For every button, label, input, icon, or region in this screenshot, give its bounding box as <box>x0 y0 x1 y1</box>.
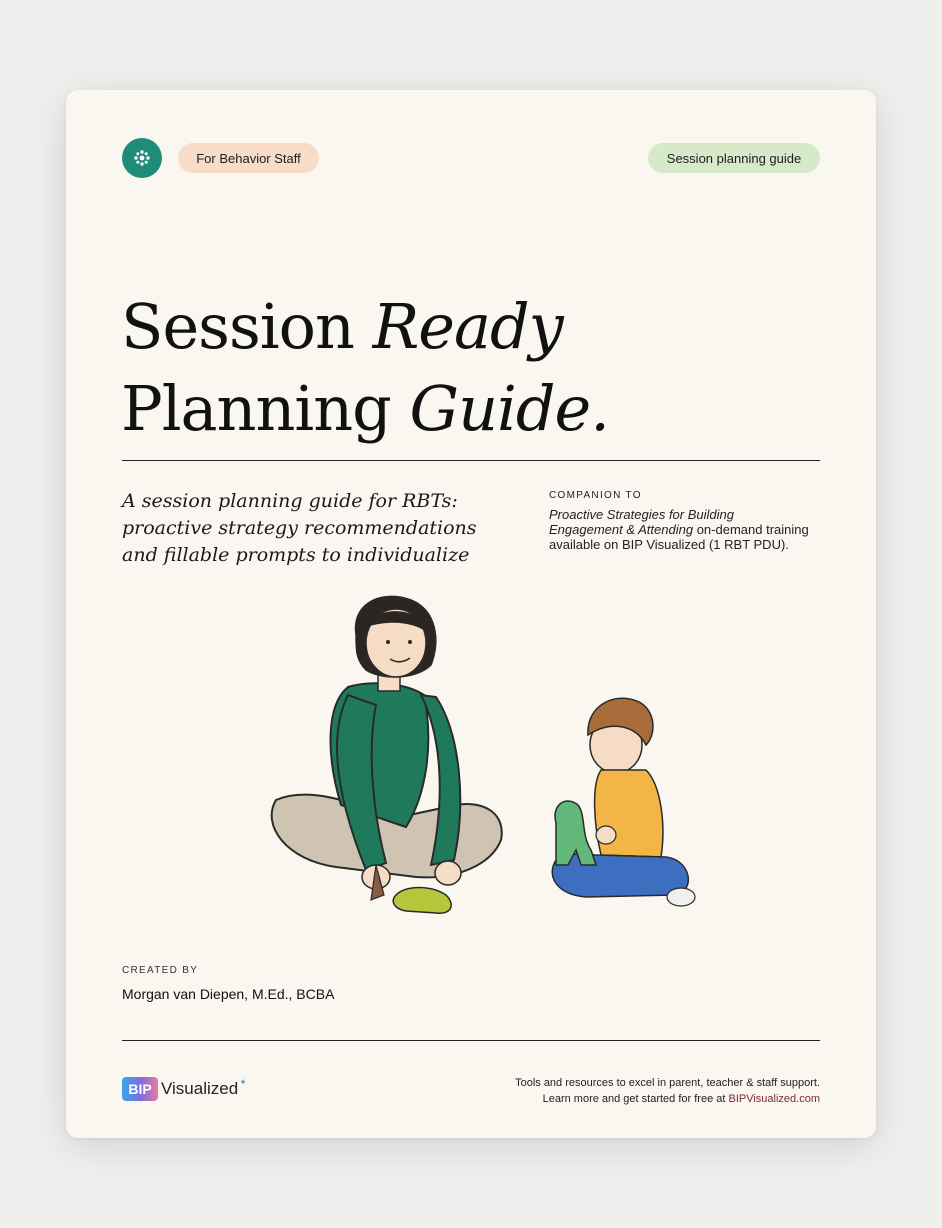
cover-page <box>66 90 876 1138</box>
divider-bottom <box>122 1040 820 1041</box>
document-type-tag-label: Session planning guide <box>666 150 802 166</box>
divider-top <box>122 460 820 461</box>
companion-label: COMPANION TO <box>549 490 642 501</box>
author-name: Morgan van Diepen, M.Ed., BCBA <box>122 986 335 1002</box>
subtitle: A session planning guide for RBTs: proactive strategy recommendations and fillable prompts to individualize <box>122 490 477 566</box>
audience-tag-label: For Behavior Staff <box>196 150 301 166</box>
companion-course-title: Proactive Strategies for Building Engagement & Attending <box>549 507 734 537</box>
brand-badge: BIP <box>122 1077 158 1101</box>
website-link[interactable]: BIPVisualized.com <box>728 1093 820 1105</box>
title-word-session: Session <box>121 290 354 363</box>
brand-wordmark <box>122 1077 247 1101</box>
companion-course-details: on-demand training available on BIP Visualized (1 RBT PDU). <box>549 522 809 552</box>
footer-tagline: Tools and resources to excel in parent, teacher & staff support. <box>515 1077 820 1089</box>
brand-logo <box>122 138 162 178</box>
brand-name: Visualized <box>161 1079 239 1098</box>
footer-text <box>515 1075 820 1107</box>
footer-learn-more-text: Learn more and get started for free at <box>542 1093 726 1105</box>
footer-learn-more <box>515 1091 820 1107</box>
companion-description <box>549 507 809 552</box>
sparkle-icon: ✦ <box>239 1076 247 1087</box>
audience-tag <box>178 143 319 173</box>
title-word-planning: Planning <box>121 372 391 445</box>
title-word-guide: Guide. <box>409 372 609 445</box>
page-title <box>121 286 821 450</box>
illustration-adult-child-playing <box>256 595 696 945</box>
created-by-label: CREATED BY <box>122 965 199 976</box>
title-word-ready: Ready <box>372 290 563 363</box>
document-type-tag <box>648 143 820 173</box>
flower-icon <box>133 149 151 167</box>
